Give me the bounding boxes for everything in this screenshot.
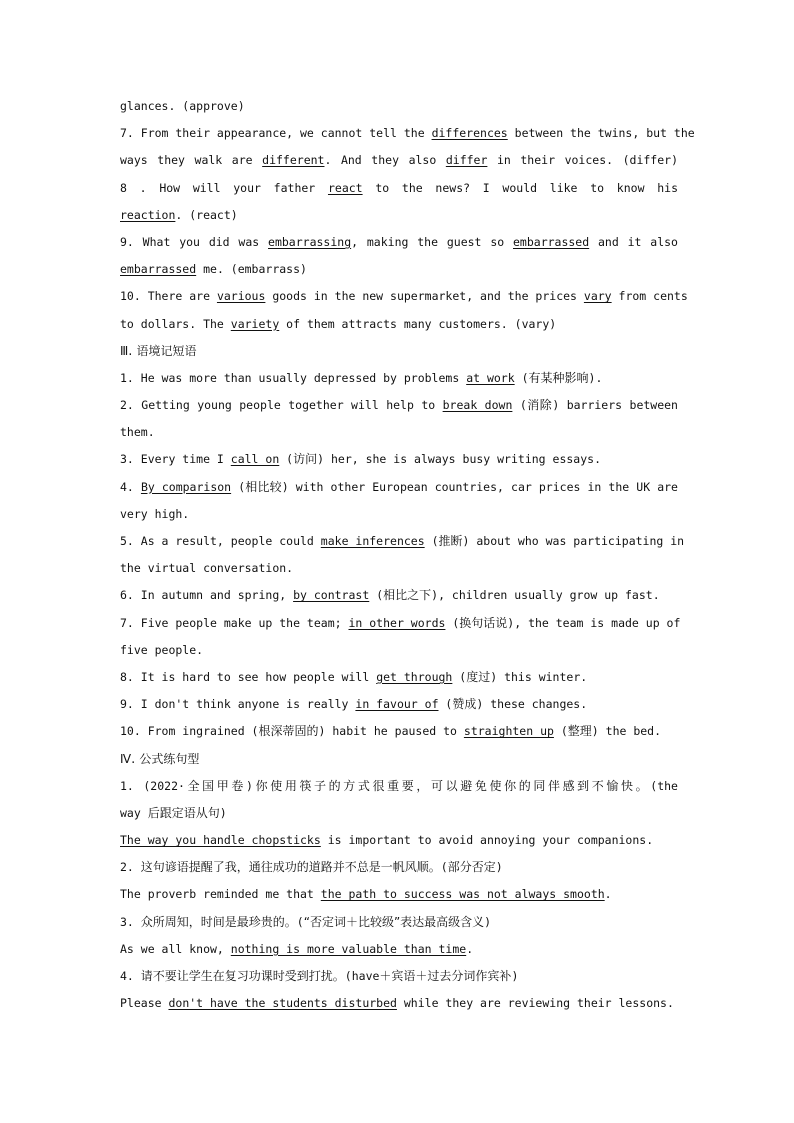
answer-blank: embarrassed xyxy=(120,262,197,277)
text-segment: . (react) xyxy=(175,207,238,222)
text-segment: , making the guest so xyxy=(351,234,513,249)
answer-blank: by contrast xyxy=(293,588,370,603)
text-segment: 4. xyxy=(120,479,141,494)
text-segment: As we all know, xyxy=(120,941,231,956)
text-line xyxy=(120,231,678,258)
text-segment: 10. There are xyxy=(120,289,217,304)
text-segment: while they are reviewing their lessons. xyxy=(396,996,674,1011)
answer-blank: at work xyxy=(466,370,515,385)
answer-blank: get through xyxy=(376,669,453,684)
text-line xyxy=(120,421,678,448)
text-line xyxy=(120,911,678,938)
text-segment: 3. 众所周知，时间是最珍贵的。(“否定词＋比较级”表达最高级含义) xyxy=(120,914,492,929)
text-line xyxy=(120,367,678,394)
answer-blank: variety xyxy=(230,316,280,331)
answer-blank: vary xyxy=(583,289,612,304)
text-line xyxy=(120,503,678,530)
text-segment: 8 . How will your father xyxy=(120,180,328,195)
text-segment: 6. In autumn and spring, xyxy=(120,588,294,603)
answer-blank: different xyxy=(262,153,325,168)
text-segment: and it also xyxy=(589,234,678,249)
section-heading xyxy=(120,340,678,367)
text-segment: Ⅳ. 公式练句型 xyxy=(120,751,200,767)
text-segment: 3. Every time I xyxy=(120,452,231,467)
text-segment: (度过) this winter. xyxy=(452,669,588,684)
text-line xyxy=(120,856,678,883)
text-segment: (相比较) with other European countries, car prices in the UK are xyxy=(231,479,678,494)
text-segment: 7. Five people make up the team; xyxy=(120,615,349,630)
text-segment: (推断) about who was participating in xyxy=(424,534,685,548)
text-line xyxy=(120,965,678,992)
text-segment: . xyxy=(466,941,474,956)
answer-blank: nothing is more valuable than time xyxy=(230,941,467,956)
answer-blank: differ xyxy=(445,153,488,168)
text-segment: in their voices. (differ) xyxy=(487,153,678,168)
answer-blank: make inferences xyxy=(320,534,425,548)
text-segment: 9. What you did was xyxy=(120,234,269,249)
answer-blank: straighten up xyxy=(463,724,554,739)
text-segment: between the twins, but the xyxy=(507,126,695,141)
text-segment: (访问) her, she is always busy writing essays. xyxy=(279,452,601,467)
text-segment: five people. xyxy=(120,642,204,657)
exercise-text xyxy=(120,95,695,1019)
text-segment: of them attracts many customers. (vary) xyxy=(279,316,557,331)
answer-blank: reaction xyxy=(120,207,176,222)
text-segment: 1. He was more than usually depressed by problems xyxy=(120,370,467,385)
text-segment: 9. I don't think anyone is really xyxy=(120,697,356,712)
text-line xyxy=(120,285,688,312)
text-segment: glances. (approve) xyxy=(120,99,245,113)
text-segment: The proverb reminded me that xyxy=(120,887,321,902)
text-line xyxy=(120,258,678,285)
text-segment: way 后跟定语从句) xyxy=(120,805,227,820)
section-heading xyxy=(120,748,678,775)
text-line xyxy=(120,313,678,340)
text-line xyxy=(120,720,678,747)
text-segment: from cents xyxy=(611,289,688,304)
text-line xyxy=(120,612,681,639)
text-line xyxy=(120,448,678,475)
answer-blank: By comparison xyxy=(140,479,232,494)
text-segment: . And they also xyxy=(324,153,446,168)
answer-blank: don't have the students disturbed xyxy=(168,996,397,1011)
answer-blank: The way you handle chopsticks xyxy=(120,833,321,848)
answer-blank: call on xyxy=(230,452,280,467)
text-segment: (换句话说), the team is made up of xyxy=(445,615,681,630)
answer-blank: in favour of xyxy=(355,697,439,712)
text-line xyxy=(120,938,678,965)
text-line xyxy=(120,530,685,557)
text-segment: (整理) the bed. xyxy=(553,724,662,739)
text-segment: Please xyxy=(120,996,169,1011)
text-segment: 2. Getting young people together will help to xyxy=(120,398,443,413)
text-segment: (赞成) these changes. xyxy=(438,697,588,712)
text-segment: very high. xyxy=(120,506,190,521)
text-segment: . xyxy=(604,887,612,902)
answer-blank: embarrassed xyxy=(513,234,590,249)
text-line xyxy=(120,883,678,910)
text-segment: to dollars. The xyxy=(120,316,231,331)
text-line xyxy=(120,557,678,584)
text-segment: 2. 这句谚语提醒了我，通往成功的道路并不总是一帆风顺。(部分否定) xyxy=(120,860,503,875)
text-line xyxy=(120,95,678,122)
text-line xyxy=(120,476,678,503)
text-line xyxy=(120,149,678,176)
text-line xyxy=(120,394,678,421)
text-line xyxy=(120,666,678,693)
text-segment: Ⅲ. 语境记短语 xyxy=(120,343,197,359)
answer-blank: react xyxy=(327,180,363,195)
text-segment: 5. As a result, people could xyxy=(120,534,321,548)
text-segment: me. (embarrass) xyxy=(196,262,307,277)
answer-blank: embarrassing xyxy=(268,234,352,249)
text-line xyxy=(120,775,678,802)
text-segment: 4. 请不要让学生在复习功课时受到打扰。(have＋宾语＋过去分词作宾补) xyxy=(120,969,519,983)
text-segment: to the news? I would like to know his xyxy=(362,180,678,195)
text-line xyxy=(120,584,678,611)
text-segment: (消除) barriers between xyxy=(512,398,678,413)
text-line xyxy=(120,122,695,149)
text-segment: ways they walk are xyxy=(120,153,263,168)
answer-blank: break down xyxy=(442,398,513,413)
text-segment: them. xyxy=(120,425,155,440)
text-line xyxy=(120,639,678,666)
answer-blank: the path to success was not always smooth xyxy=(320,887,605,902)
text-segment: (有某种影响). xyxy=(514,370,603,385)
text-segment: is important to avoid annoying your companions. xyxy=(320,833,654,848)
text-line xyxy=(120,177,678,204)
text-segment: 7. From their appearance, we cannot tell the xyxy=(120,126,432,141)
text-line xyxy=(120,204,678,231)
text-segment: 1. (2022·全国甲卷)你使用筷子的方式很重要，可以避免使你的同伴感到不愉快。(the xyxy=(120,778,678,793)
answer-blank: various xyxy=(216,289,266,304)
answer-blank: differences xyxy=(431,126,508,141)
text-segment: (相比之下), children usually grow up fast. xyxy=(369,588,660,603)
text-segment: 8. It is hard to see how people will xyxy=(120,669,377,684)
text-segment: goods in the new supermarket, and the prices xyxy=(265,289,584,304)
text-line xyxy=(120,829,678,856)
text-line xyxy=(120,992,678,1019)
text-line xyxy=(120,693,678,720)
text-line xyxy=(120,802,678,829)
answer-blank: in other words xyxy=(348,615,446,630)
text-segment: 10. From ingrained (根深蒂固的) habit he paused to xyxy=(120,724,464,739)
text-segment: the virtual conversation. xyxy=(120,561,294,576)
